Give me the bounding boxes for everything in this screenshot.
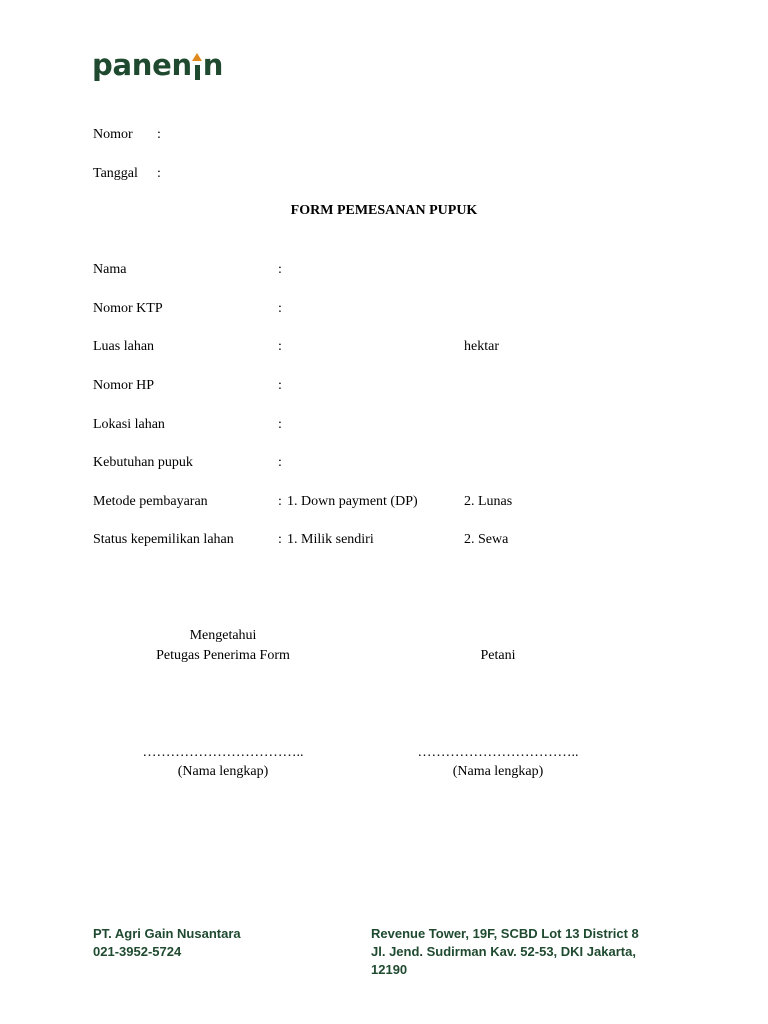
field-label-status-kepemilikan: Status kepemilikan lahan	[93, 532, 234, 547]
field-colon-metode-pembayaran: :	[278, 494, 282, 509]
option-down-payment: 1. Down payment (DP)	[287, 494, 418, 509]
option-milik-sendiri: 1. Milik sendiri	[287, 532, 374, 547]
field-unit-hektar: hektar	[464, 339, 499, 354]
signature-name-left: (Nama lengkap)	[177, 764, 269, 779]
footer-address-line-3: 12190	[371, 962, 408, 977]
tanggal-colon: :	[157, 166, 161, 181]
signature-line-left: ……………………………..	[142, 745, 304, 760]
panenin-logo	[92, 40, 223, 80]
footer-address-line-2: Jl. Jend. Sudirman Kav. 52-53, DKI Jakarta,	[371, 944, 636, 959]
field-label-nama: Nama	[93, 262, 127, 277]
logo-text-end: n	[202, 48, 224, 82]
signature-name-right: (Nama lengkap)	[452, 764, 544, 779]
field-label-kebutuhan-pupuk: Kebutuhan pupuk	[93, 455, 193, 470]
option-sewa: 2. Sewa	[464, 532, 509, 547]
option-lunas: 2. Lunas	[464, 494, 513, 509]
field-label-metode-pembayaran: Metode pembayaran	[93, 494, 208, 509]
field-colon-nomor-ktp: :	[278, 301, 282, 316]
form-title: FORM PEMESANAN PUPUK	[290, 203, 478, 218]
field-colon-nomor-hp: :	[278, 378, 282, 393]
field-colon-luas-lahan: :	[278, 339, 282, 354]
nomor-colon: :	[157, 127, 161, 142]
footer-address-line-1: Revenue Tower, 19F, SCBD Lot 13 District 8	[371, 926, 639, 941]
field-label-lokasi-lahan: Lokasi lahan	[93, 417, 165, 432]
tanggal-label: Tanggal	[93, 166, 138, 181]
logo-text-start: panen	[92, 48, 192, 82]
signature-petugas-heading: Petugas Penerima Form	[156, 648, 290, 663]
field-colon-kebutuhan-pupuk: :	[278, 455, 282, 470]
footer-phone: 021-3952-5724	[93, 944, 182, 959]
field-colon-nama: :	[278, 262, 282, 277]
footer-company: PT. Agri Gain Nusantara	[93, 926, 241, 941]
signature-mengetahui: Mengetahui	[189, 628, 257, 643]
signature-line-right: ……………………………..	[417, 745, 579, 760]
field-label-nomor-ktp: Nomor KTP	[93, 301, 163, 316]
field-label-luas-lahan: Luas lahan	[93, 339, 155, 354]
nomor-label: Nomor	[93, 127, 133, 142]
field-label-nomor-hp: Nomor HP	[93, 378, 155, 393]
arrow-up-icon	[192, 53, 202, 61]
field-colon-lokasi-lahan: :	[278, 417, 282, 432]
field-colon-status-kepemilikan: :	[278, 532, 282, 547]
signature-petani-heading: Petani	[480, 648, 516, 663]
logo-i-arrow-icon	[193, 59, 202, 80]
